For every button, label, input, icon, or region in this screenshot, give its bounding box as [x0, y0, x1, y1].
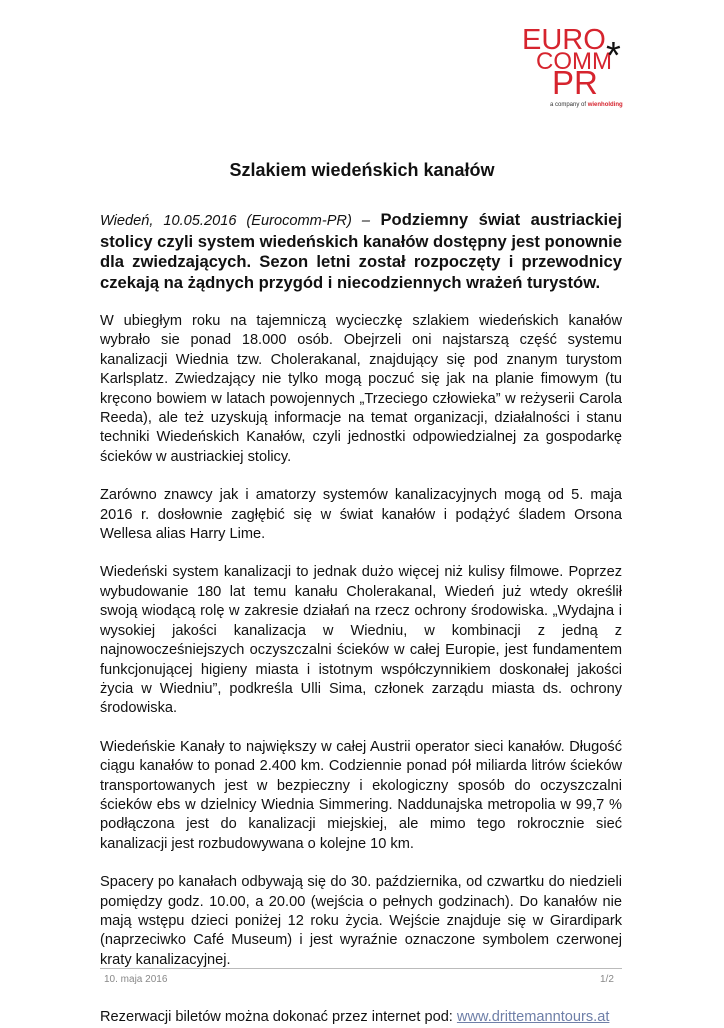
logo-asterisk-icon: * [606, 35, 621, 77]
logo-line-comm: COMM [536, 48, 612, 75]
logo-line-euro: EURO [522, 24, 606, 56]
page-title: Szlakiem wiedeńskich kanałów [229, 160, 495, 180]
dateline: Wiedeń, 10.05.2016 (Eurocomm-PR) – [100, 213, 370, 229]
body-paragraph-4: Wiedeńskie Kanały to największy w całej Austrii operator sieci kanałów. Długość ciągu kanałów to ponad 2.400 km. Codziennie ponad pół miliarda litrów ścieków transportowanych jest w bezpieczny i ekologiczny sposób do oczyszczalni ścieków ebs w dzielnicy Wiednia Simmering. Naddunajska metropolia w 99,7 % podłączona jest do kanalizacji miejskiej, ale mimo tego rokrocznie sieć kanalizacji jest rozbudowywana o kolejne 10 km. [100, 738, 622, 852]
body-paragraph-1: W ubiegłym roku na tajemniczą wycieczkę szlakiem wiedeńskich kanałów wybrało sie ponad 18.000 osób. Obejrzeli oni najstarszą część systemu kanalizacji Wiednia tzw. Cholerakanal, znajdujący się pod znanym turystom Karlsplatz. Zwiedzający nie tylko mogą poczuć się jak na planie fimowym (tu kręcono bowiem w latach powojennych „Trzeciego człowieka” w reżyserii Carola Reeda), ale też uzyskują informacje na temat organizacji, działalności i stanu techniki Wiedeńskich Kanałów, czyli jednostki odpowiedzialnej za gospodarkę ścieków w austriackiej stolicy. [100, 313, 622, 465]
reservation-link[interactable]: www.drittemanntours.at [456, 1009, 610, 1026]
footer-page-number: 1/2 [600, 974, 614, 985]
logo-tagline-brand: wienholding [587, 102, 623, 108]
body-paragraph-3: Wiedeński system kanalizacji to jednak dużo więcej niż kulisy filmowe. Poprzez wybudowanie 180 lat temu kanału Cholerakanal, Wiedeń już wtedy określił swoją wiodącą rolę w zakresie działań na rzecz ochrony środowiska. „Wydajna i wysokiej jakości kanalizacja w Wiedniu, w kombinacji z jedną z najnowocześniejszych oczyszczalni ścieków w całej Europie, jest fundamentem funkcjonującej higieny miasta i istotnym współczynnikiem doskonałej jakości życia w Wiedniu”, podkreśla Ulli Sima, członek zarządu miasta ds. ochrony środowiska. [100, 564, 622, 717]
logo-line-pr: PR [552, 64, 598, 101]
logo-tagline [550, 102, 623, 108]
document-body [100, 210, 622, 1028]
eurocomm-pr-logo [522, 26, 642, 112]
body-paragraph-5: Spacery po kanałach odbywają się do 30. października, od czwartku do niedzieli pomiędzy godz. 10.00, a 20.00 (wejścia o pełnych godzinach). Do kanałów nie mają wstępu dzieci poniżej 12 roku życia. Wejście znajduje się w Girardipark (naprzeciwko Café Museum) i jest wyraźnie oznaczone symbolem czerwonej kraty kanalizacyjnej. [100, 874, 622, 968]
footer-date: 10. maja 2016 [104, 974, 168, 985]
footer-divider [100, 968, 622, 969]
reservation-line [100, 1008, 622, 1027]
body-paragraph-2: Zarówno znawcy jak i amatorzy systemów kanalizacyjnych mogą od 5. maja 2016 r. dosłownie zagłębić się w świat kanałów i podążyć śladem Orsona Wellesa alias Harry Lime. [100, 487, 622, 543]
lead-headline: Podziemny świat austriackiej stolicy czyli system wiedeńskich kanałów dostępny jest ponownie dla zwiedzających. Sezon letni został rozpoczęty i przewodnicy czekają na żądnych przygód i niecodziennych wrażeń turystów. [100, 210, 622, 292]
lead-paragraph [100, 210, 622, 293]
logo-tagline-prefix: a company of [550, 102, 587, 108]
reservation-text: Rezerwacji biletów można dokonać przez internet pod: [100, 1009, 457, 1026]
